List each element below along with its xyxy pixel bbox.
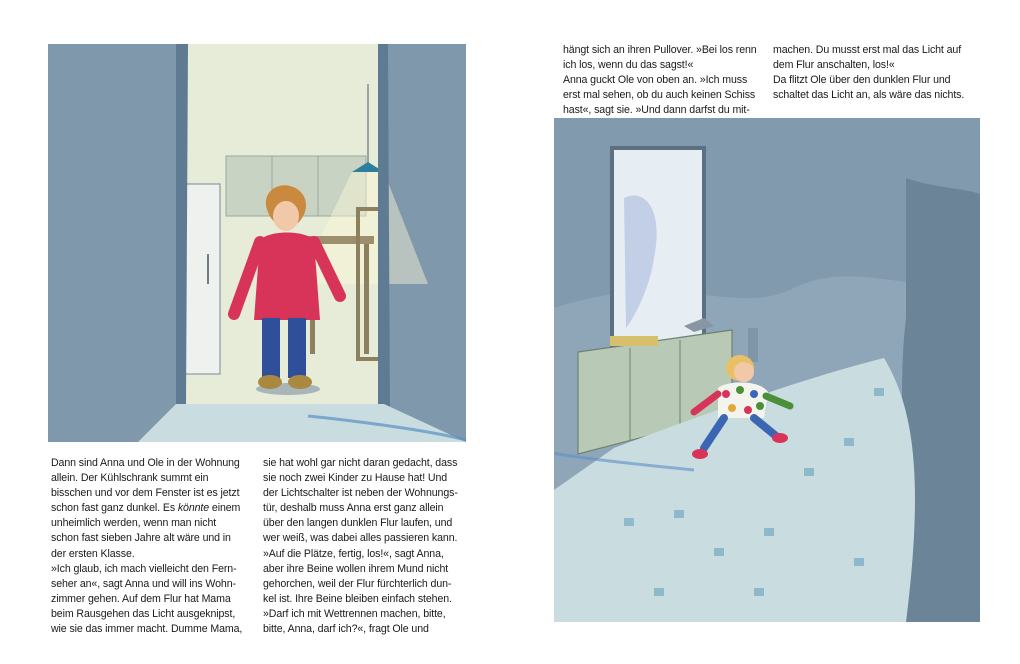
text-line: aber ihre Beine wollen ihrem Mund nicht: [263, 562, 449, 575]
text-column-b: [263, 456, 463, 637]
hallway-scene: [554, 118, 980, 622]
text-column-a: [51, 456, 251, 637]
kitchen-doorway-scene: [48, 44, 466, 442]
text-fragment: schon fast ganz dunkel. Es: [51, 502, 178, 515]
right-page: [510, 0, 1020, 664]
text-line: Anna guckt Ole von oben an. »Ich muss: [563, 74, 748, 87]
text-line: der Lichtschalter ist neben der Wohnungs-: [263, 487, 458, 500]
text-fragment: einem: [209, 502, 241, 515]
emphasis-word: könnte: [177, 502, 210, 515]
text-line: wer weiß, was dabei alles passieren kann.: [263, 532, 458, 545]
text-line: schaltet das Licht an, als wäre das nichts.: [773, 89, 965, 102]
text-line: tür, deshalb muss Anna erst ganz allein: [263, 502, 444, 515]
text-line: allein. Der Kühlschrank summt ein: [51, 472, 209, 485]
text-column-c: [563, 43, 763, 118]
text-line: hast«, sagt sie. »Und dann darfst du mit-: [563, 104, 750, 117]
text-line: sie noch zwei Kinder zu Hause hat! Und: [263, 472, 448, 485]
text-line: ich los, wenn du das sagst!«: [563, 59, 694, 72]
text-line: zimmer gehen. Auf dem Flur hat Mama: [51, 592, 231, 605]
text-line: bisschen und vor dem Fenster ist es jetzt: [51, 487, 240, 500]
text-line: unheimlich werden, wenn man nicht: [51, 517, 217, 530]
text-line: »Darf ich mit Wettrennen machen, bitte,: [263, 607, 446, 620]
text-line: [51, 501, 251, 516]
illustration-hallway: [554, 118, 980, 622]
text-column-d: [773, 43, 973, 103]
text-line: der ersten Klasse.: [51, 547, 135, 560]
text-line: erst mal sehen, ob du auch keinen Schiss: [563, 89, 756, 102]
text-line: dem Flur anschalten, los!«: [773, 59, 895, 72]
text-line: kel ist. Ihre Beine bleiben einfach stehen.: [263, 592, 452, 605]
text-line: sie hat wohl gar nicht daran gedacht, dass: [263, 457, 458, 469]
text-line: gehorchen, weil der Flur fürchterlich dun-: [263, 577, 452, 590]
text-line: schon fast sieben Jahre alt wäre und in: [51, 532, 231, 545]
illustration-kitchen-doorway: [48, 44, 466, 442]
text-line: seher an«, sagt Anna und will ins Wohn-: [51, 577, 236, 590]
text-line: bitte, Anna, darf ich?«, fragt Ole und: [263, 623, 429, 636]
text-line: »Auf die Plätze, fertig, los!«, sagt Anna,: [263, 547, 444, 560]
text-line: machen. Du musst erst mal das Licht auf: [773, 44, 962, 56]
text-line: beim Rausgehen das Licht ausgeknipst,: [51, 607, 236, 620]
text-line: Dann sind Anna und Ole in der Wohnung: [51, 457, 240, 469]
text-line: Da flitzt Ole über den dunklen Flur und: [773, 74, 951, 87]
text-line: wie sie das immer macht. Dumme Mama,: [51, 623, 243, 636]
text-line: »Ich glaub, ich mach vielleicht den Fern-: [51, 562, 237, 575]
text-line: über den langen dunklen Flur laufen, und: [263, 517, 453, 530]
text-line: hängt sich an ihren Pullover. »Bei los renn: [563, 44, 757, 56]
